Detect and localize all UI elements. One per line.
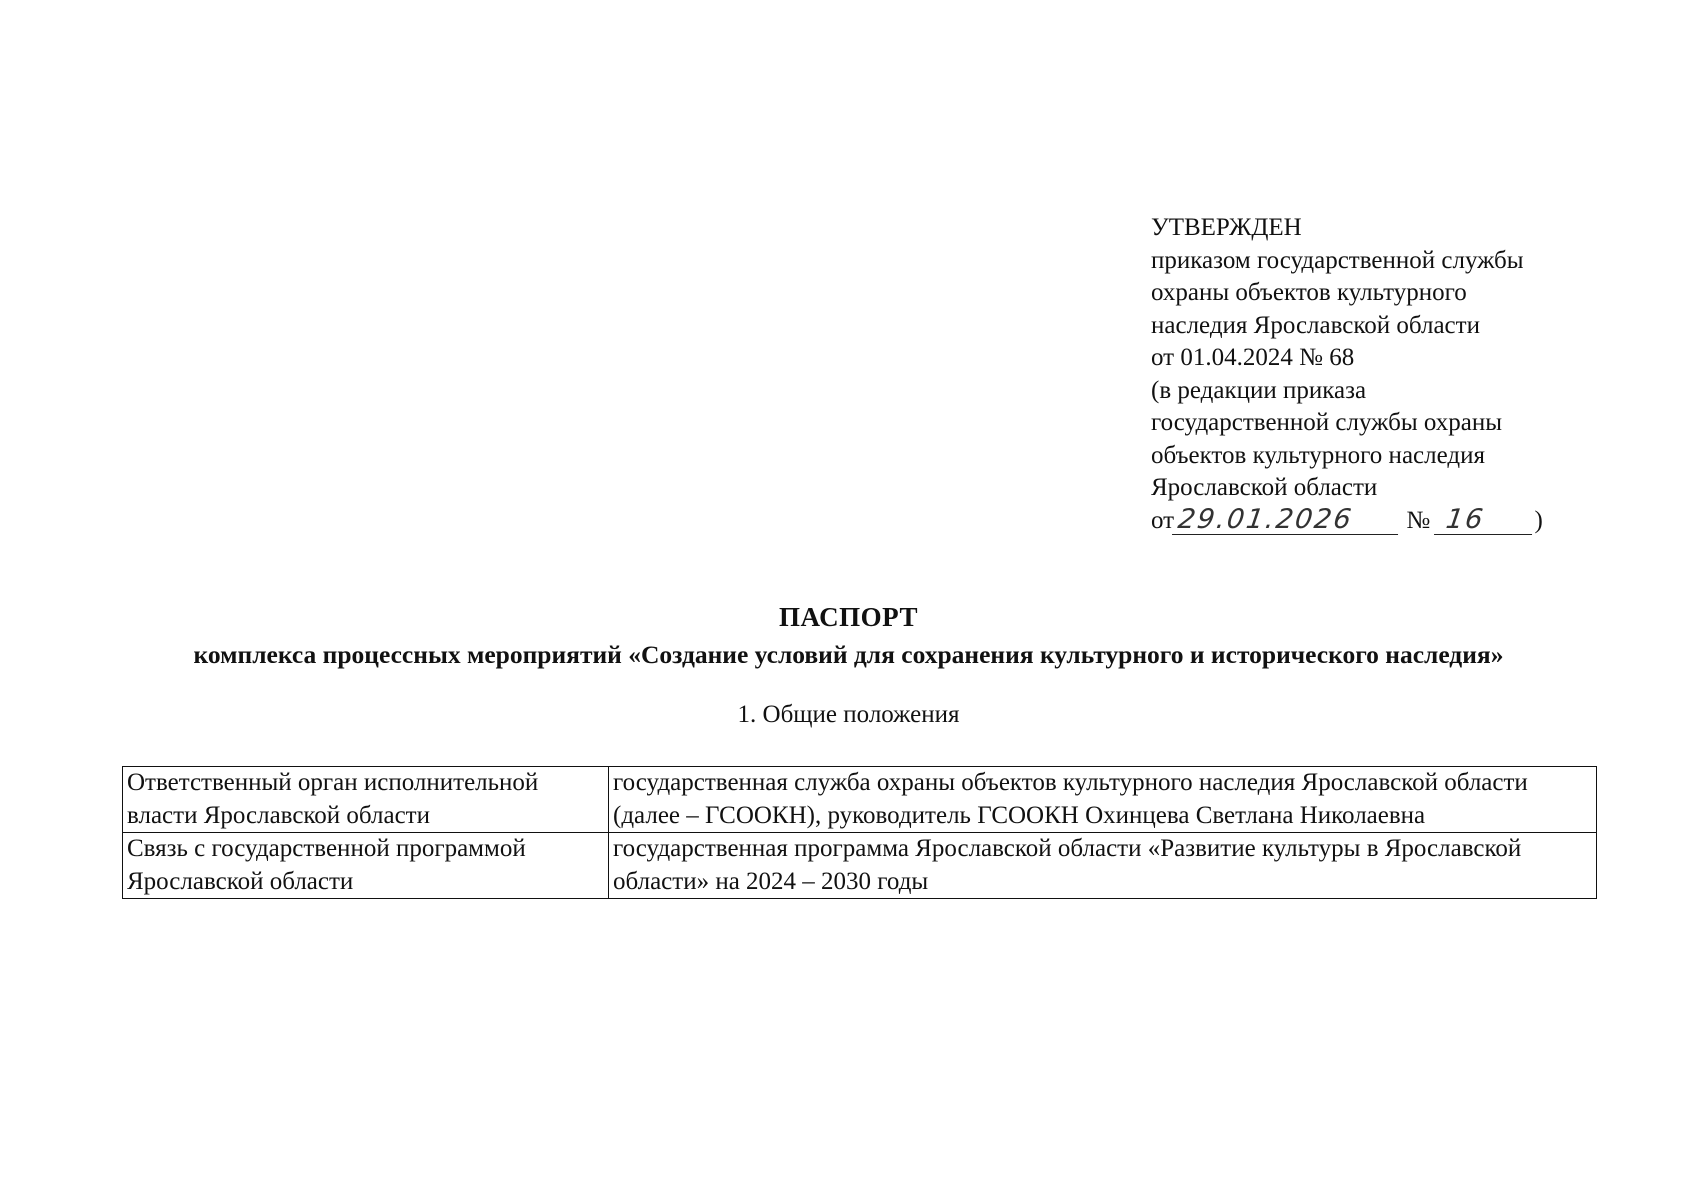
approval-line: (в редакции приказа (1151, 376, 1367, 404)
document-subtitle: комплекса процессных мероприятий «Создание условий для сохранения культурного и исторического наследия» (193, 640, 1504, 669)
approval-heading: УТВЕРЖДЕН (1151, 214, 1302, 241)
sign-prefix: от (1151, 506, 1175, 534)
approval-signature-line (1151, 505, 1611, 538)
closing-paren: ) (1534, 506, 1543, 534)
approval-line: приказом государственной службы (1151, 246, 1524, 274)
table-cell-label: Ответственный орган исполнительной власти Ярославской области (123, 767, 609, 833)
approval-line: наследия Ярославской области (1151, 311, 1480, 339)
table-row (123, 767, 1597, 833)
table-row (123, 833, 1597, 899)
approval-line: государственной службы охраны (1151, 409, 1503, 436)
handwritten-number: 16 (1434, 506, 1536, 535)
table-cell-label: Связь с государственной программой Ярославской области (123, 833, 609, 899)
approval-line: Ярославской области (1151, 474, 1378, 501)
document-title: ПАСПОРТ (779, 602, 918, 632)
number-sign: № (1406, 506, 1431, 534)
table-cell-value: государственная служба охраны объектов культурного наследия Ярославской области (далее – ГСООКН), руководитель ГСООКН Охинцева Светлана Николаевна (609, 767, 1597, 833)
approval-line: объектов культурного наследия (1151, 441, 1485, 469)
approval-block (1151, 212, 1611, 537)
general-provisions-table (122, 766, 1597, 899)
table-cell-value: государственная программа Ярославской области «Развитие культуры в Ярославской области» на 2024 – 2030 годы (609, 833, 1597, 899)
approval-line: охраны объектов культурного (1151, 279, 1467, 306)
section-heading: 1. Общие положения (737, 701, 960, 728)
handwritten-date: 29.01.2026 (1172, 506, 1402, 535)
approval-order-date: от 01.04.2024 № 68 (1151, 344, 1355, 371)
